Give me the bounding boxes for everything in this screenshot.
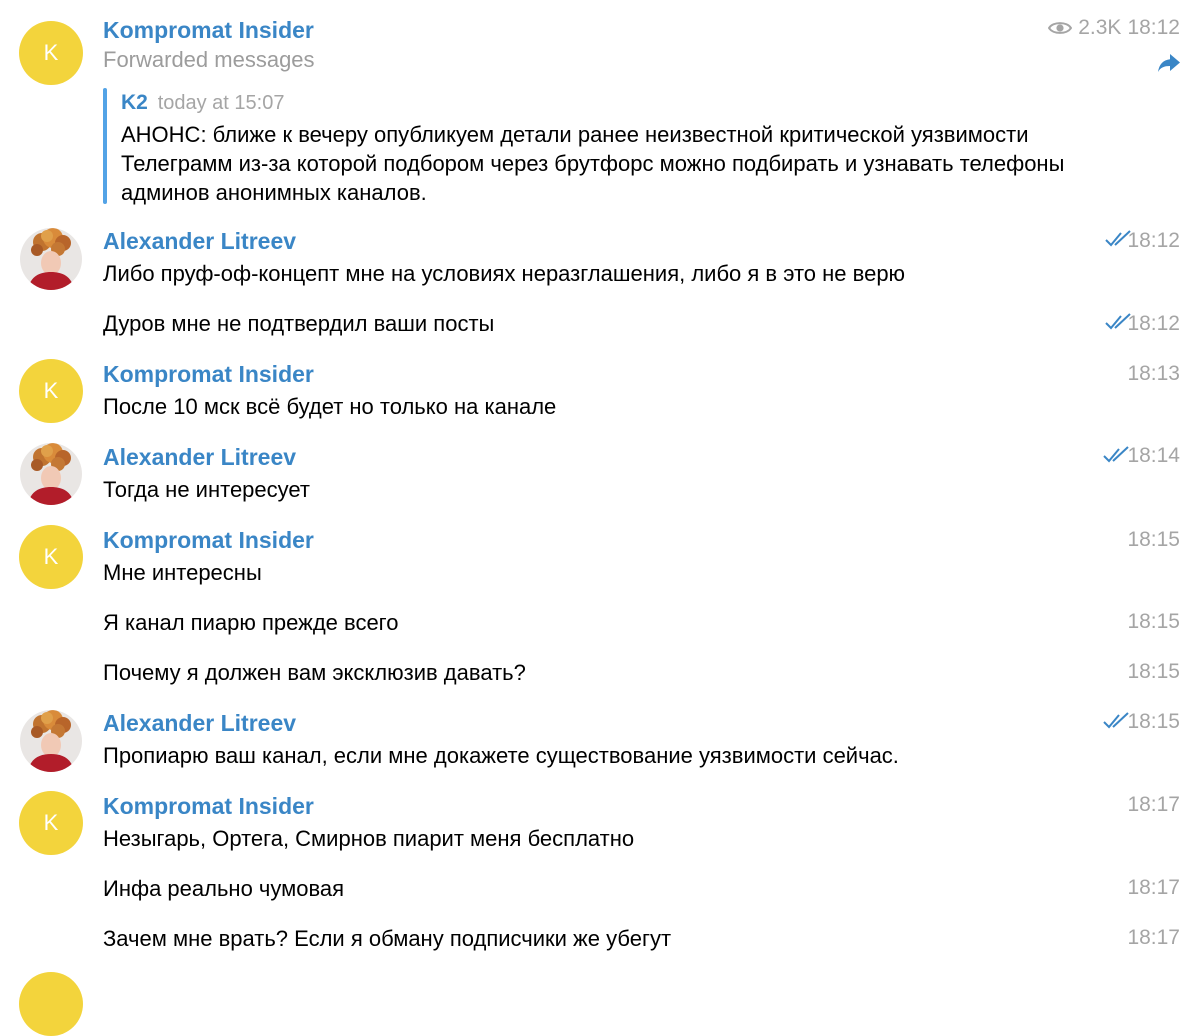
sender-name[interactable]: Kompromat Insider	[103, 793, 314, 819]
sender-name[interactable]: Kompromat Insider	[103, 17, 314, 43]
sender-name[interactable]: Alexander Litreev	[103, 228, 297, 254]
message-text: После 10 мск всё будет но только на канале	[103, 394, 557, 419]
avatar-letter: K	[43, 40, 59, 65]
message-text: Либо пруф-оф-концепт мне на условиях неразглашения, либо я в это не верю	[103, 261, 906, 286]
quoted-author[interactable]	[121, 90, 284, 116]
message-time: 18:15	[1127, 710, 1180, 733]
message-text: Я канал пиарю прежде всего	[103, 610, 399, 635]
message-time: 18:15	[1127, 528, 1180, 551]
message-time: 18:15	[1127, 610, 1180, 633]
message-text: Незыгарь, Ортега, Смирнов пиарит меня бесплатно	[103, 826, 635, 851]
message-time: 18:17	[1127, 926, 1180, 949]
sender-name[interactable]: Kompromat Insider	[103, 527, 314, 553]
avatar-alexander-litreev[interactable]	[20, 710, 82, 772]
quoted-message-text: АНОНС: ближе к вечеру опубликуем детали ранее неизвестной критической уязвимости Телеграмм из-за которой подбором через брутфорс можно подбирать и узнавать телефоны админов анонимных каналов.	[121, 122, 1065, 205]
quoted-author-name: K2	[121, 91, 148, 114]
message-time: 18:14	[1127, 444, 1180, 467]
message-time: 18:17	[1127, 793, 1180, 816]
message-time: 18:15	[1127, 660, 1180, 683]
avatar-photo-icon	[20, 710, 82, 772]
message-text: Инфа реально чумовая	[103, 876, 345, 901]
quoted-date: today at 15:07	[157, 92, 285, 114]
avatar-letter: K	[43, 810, 59, 835]
share-icon[interactable]	[1157, 52, 1181, 74]
avatar-kompromat-insider[interactable]	[19, 972, 83, 1036]
message-text: Дуров мне не подтвердил ваши посты	[103, 311, 495, 336]
avatar-kompromat-insider[interactable]	[19, 791, 83, 855]
message-meta	[1048, 16, 1180, 40]
quote-bar	[103, 88, 107, 204]
message-text: Почему я должен вам эксклюзив давать?	[103, 660, 526, 685]
read-checkmarks-icon	[1103, 446, 1129, 464]
message-text: Тогда не интересует	[103, 477, 310, 502]
avatar-alexander-litreev[interactable]	[20, 228, 82, 290]
avatar-photo-icon	[20, 228, 82, 290]
sender-name[interactable]: Alexander Litreev	[103, 444, 297, 470]
avatar-kompromat-insider[interactable]	[19, 21, 83, 85]
eye-icon	[1048, 20, 1072, 36]
forwarded-label: Forwarded messages	[103, 47, 315, 72]
avatar-kompromat-insider[interactable]	[19, 359, 83, 423]
sender-name[interactable]: Kompromat Insider	[103, 361, 314, 387]
message-text: Мне интересны	[103, 560, 262, 585]
avatar-letter: K	[43, 544, 59, 569]
message-time: 18:13	[1127, 362, 1180, 385]
message-time: 18:17	[1127, 876, 1180, 899]
view-count: 2.3K	[1078, 16, 1122, 39]
avatar-kompromat-insider[interactable]	[19, 525, 83, 589]
avatar-alexander-litreev[interactable]	[20, 443, 82, 505]
avatar-photo-icon	[20, 443, 82, 505]
read-checkmarks-icon	[1103, 712, 1129, 730]
avatar-letter: K	[43, 378, 59, 403]
message-time: 18:12	[1127, 312, 1180, 335]
sender-name[interactable]: Alexander Litreev	[103, 710, 297, 736]
message-text: Зачем мне врать? Если я обману подписчики же убегут	[103, 926, 672, 951]
message-time: 18:12	[1127, 16, 1180, 39]
message-time: 18:12	[1127, 229, 1180, 252]
message-text: Пропиарю ваш канал, если мне докажете существование уязвимости сейчас.	[103, 743, 899, 768]
